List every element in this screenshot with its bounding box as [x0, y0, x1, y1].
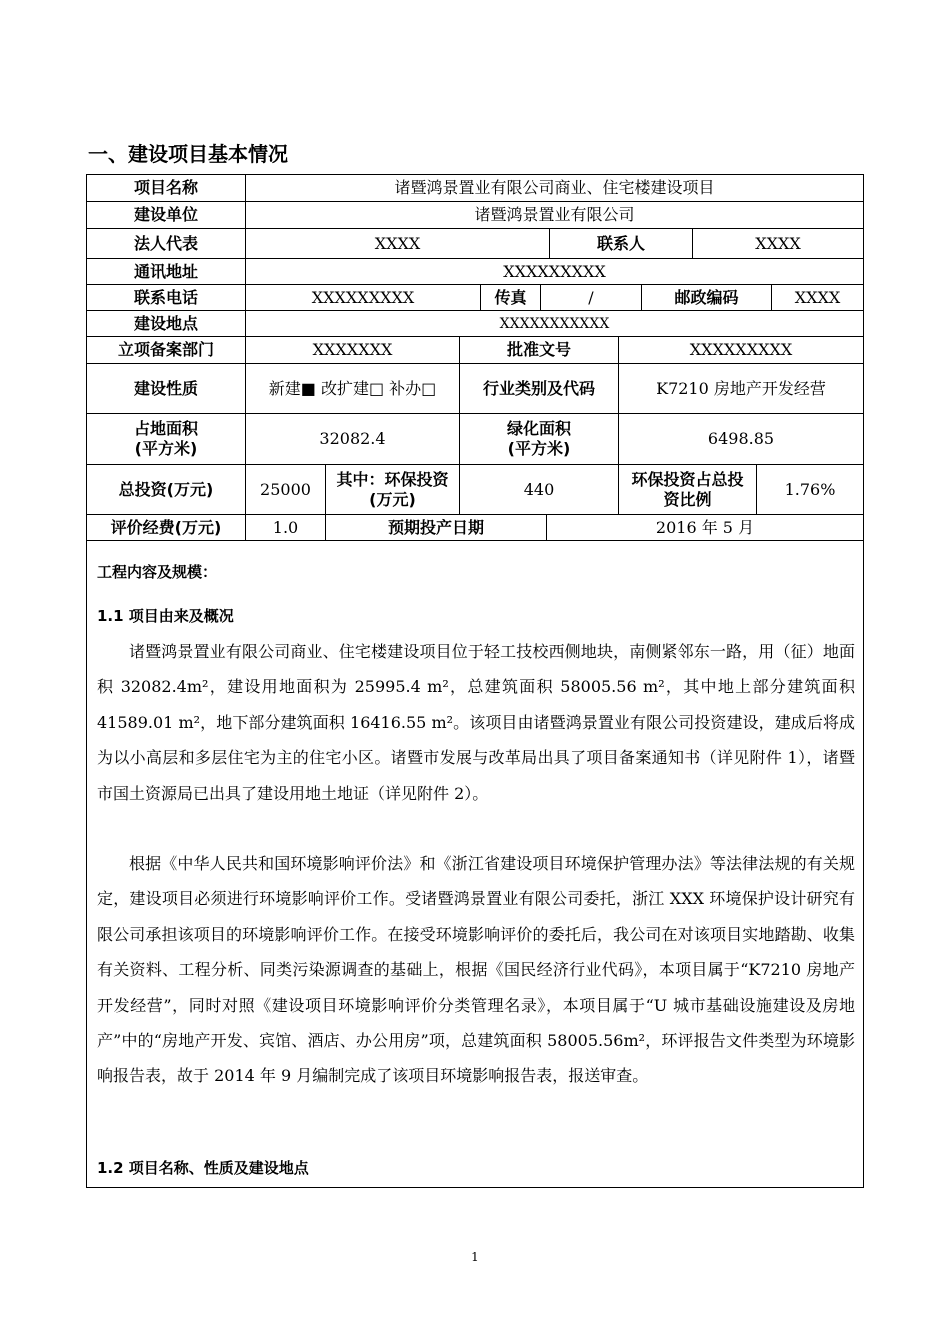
section-1-2-title: 1.2 项目名称、性质及建设地点	[97, 1159, 309, 1177]
page-number: 1	[471, 1250, 479, 1264]
section-heading: 一、建设项目基本情况	[88, 142, 288, 166]
site-value: XXXXXXXXXXX	[246, 311, 863, 337]
fax-value: /	[541, 285, 642, 311]
legal-rep-value: XXXX	[246, 229, 550, 259]
approval-no-label: 批准文号	[460, 337, 619, 364]
nature-label: 建设性质	[87, 364, 246, 414]
scope-title: 工程内容及规模：	[97, 563, 218, 581]
project-name-label: 项目名称	[87, 175, 246, 202]
site-label: 建设地点	[87, 311, 246, 337]
env-invest-value: 440	[460, 465, 619, 515]
fax-label: 传真	[481, 285, 541, 311]
nature-value: 新建■ 改扩建□ 补办□	[246, 364, 460, 414]
postcode-label: 邮政编码	[642, 285, 772, 311]
env-ratio-value: 1.76%	[757, 465, 863, 515]
env-ratio-label: 环保投资占总投资比例	[619, 465, 757, 515]
green-area-value: 6498.85	[619, 414, 863, 465]
address-value: XXXXXXXXX	[246, 259, 863, 285]
builder-value: 诸暨鸿景置业有限公司	[246, 202, 863, 229]
paragraph-2: 根据《中华人民共和国环境影响评价法》和《浙江省建设项目环境保护管理办法》等法律法规的有关规定，建设项目必须进行环境影响评价工作。受诸暨鸿景置业有限公司委托，浙江 XXX 环境保护设计研究有限公司承担该项目的环境影响评价工作。在接受环境影响评价的委托后，我公司在对该项目实地踏勘、收集有关资料、工程分析、同类污染源调查的基础上，根据《国民经济行业代码》，本项目属于“K7210 房地产开发经营”，同时对照《建设项目环境影响评价分类管理名录》，本项目属于“U 城市基础设施建设及房地产”中的“房地产开发、宾馆、酒店、办公用房”项，总建筑面积 58005.56m²，环评报告文件类型为环境影响报告表，故于 2014 年 9 月编制完成了该项目环境影响报告表，报送审查。	[97, 854, 855, 1086]
industry-value: K7210 房地产开发经营	[619, 364, 863, 414]
filing-dept-label: 立项备案部门	[87, 337, 246, 364]
total-invest-value: 25000	[246, 465, 326, 515]
env-invest-label: 其中：环保投资(万元)	[326, 465, 460, 515]
project-info-table	[86, 174, 864, 1188]
legal-rep-label: 法人代表	[87, 229, 246, 259]
approval-no-value: XXXXXXXXX	[619, 337, 863, 364]
total-invest-label: 总投资(万元)	[87, 465, 246, 515]
industry-label: 行业类别及代码	[460, 364, 619, 414]
phone-label: 联系电话	[87, 285, 246, 311]
production-date-value: 2016 年 5 月	[547, 515, 863, 541]
contact-value: XXXX	[693, 229, 863, 259]
land-area-label: 占地面积 (平方米)	[87, 414, 246, 465]
filing-dept-value: XXXXXXX	[246, 337, 460, 364]
builder-label: 建设单位	[87, 202, 246, 229]
phone-value: XXXXXXXXX	[246, 285, 481, 311]
green-area-label: 绿化面积 (平方米)	[460, 414, 619, 465]
eval-fee-label: 评价经费(万元)	[87, 515, 246, 541]
production-date-label: 预期投产日期	[326, 515, 547, 541]
postcode-value: XXXX	[772, 285, 863, 311]
contact-label: 联系人	[550, 229, 693, 259]
eval-fee-value: 1.0	[246, 515, 326, 541]
paragraph-1: 诸暨鸿景置业有限公司商业、住宅楼建设项目位于轻工技校西侧地块，南侧紧邻东一路，用（征）地面积 32082.4m²，建设用地面积为 25995.4 m²，总建筑面积 58005.56 m²，其中地上部分建筑面积 41589.01 m²，地下部分建筑面积 16416.55 m²。该项目由诸暨鸿景置业有限公司投资建设，建成后将成为以小高层和多层住宅为主的住宅小区。诸暨市发展与改革局出具了项目备案通知书（详见附件 1），诸暨市国土资源局已出具了建设用地土地证（详见附件 2）。	[97, 642, 855, 803]
land-area-value: 32082.4	[246, 414, 460, 465]
project-name-value: 诸暨鸿景置业有限公司商业、住宅楼建设项目	[246, 175, 863, 202]
address-label: 通讯地址	[87, 259, 246, 285]
section-1-1-title: 1.1 项目由来及概况	[97, 607, 234, 625]
